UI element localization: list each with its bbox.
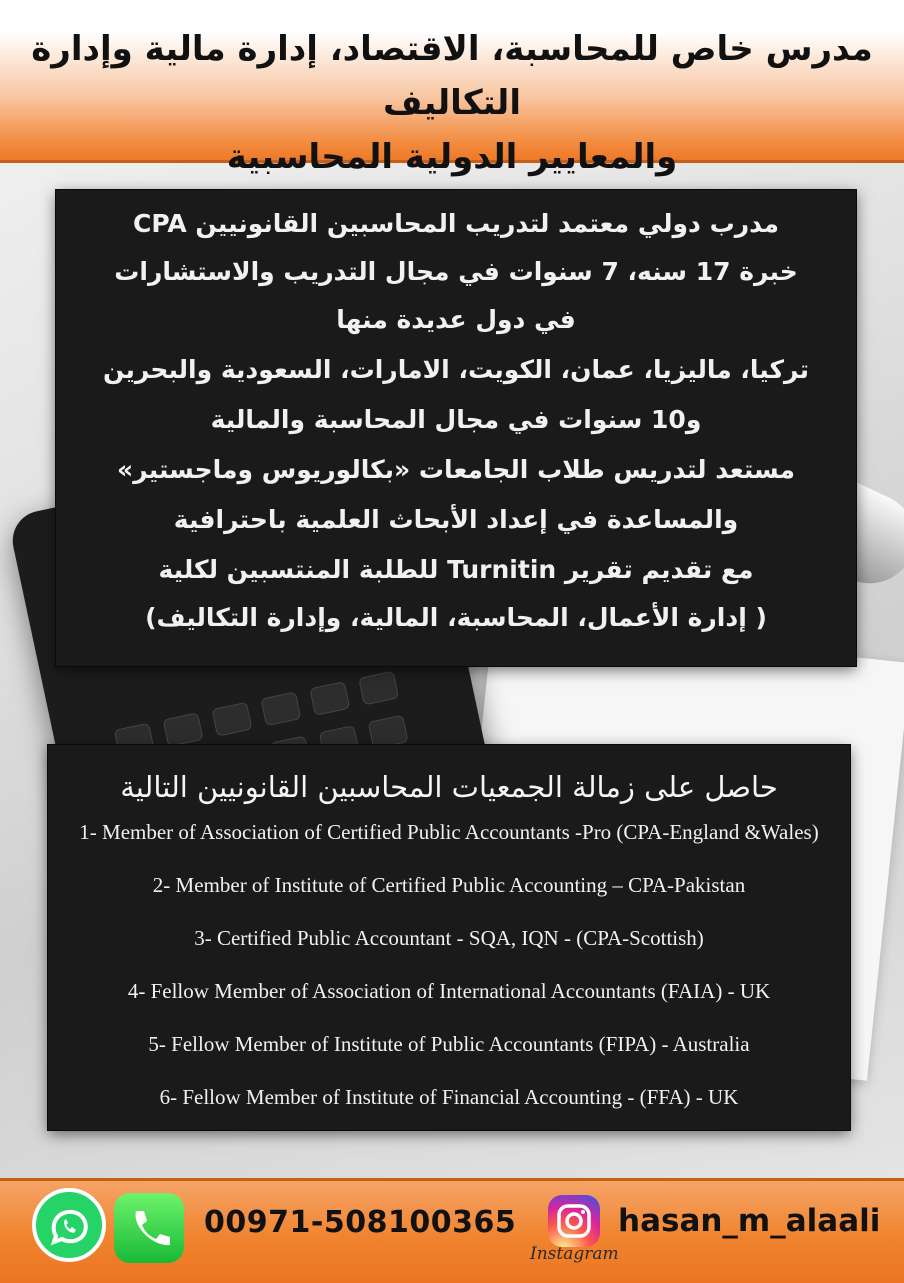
- intro-card: [56, 190, 856, 666]
- fellowship-item: 4- Fellow Member of Association of International Accountants (FAIA) - UK: [127, 979, 771, 1003]
- intro-line: خبرة 17 سنه، 7 سنوات في مجال التدريب والاستشارات: [114, 257, 798, 286]
- fellowship-item: 1- Member of Association of Certified Public Accountants -Pro (CPA-England &Wales): [79, 820, 819, 844]
- intro-line: مدرب دولي معتمد لتدريب المحاسبين القانونيين CPA: [132, 209, 780, 238]
- intro-line: ( إدارة الأعمال، المحاسبة، المالية، وإدارة التكاليف): [145, 603, 767, 632]
- header-banner: [0, 0, 904, 177]
- instagram-icon[interactable]: [548, 1195, 600, 1247]
- fellowship-title: حاصل على زمالة الجمعيات المحاسبين القانونيين التالية: [120, 770, 778, 804]
- title-line-1: مدرس خاص للمحاسبة، الاقتصاد، إدارة مالية وإدارة التكاليف: [31, 29, 873, 123]
- instagram-label: Instagram: [530, 1244, 619, 1264]
- intro-line: في دول عديدة منها: [336, 305, 576, 334]
- page-title: [20, 22, 884, 184]
- intro-line: تركيا، ماليزيا، عمان، الكويت، الامارات، السعودية والبحرين: [103, 355, 809, 384]
- intro-line: مستعد لتدريس طلاب الجامعات «بكالوريوس وماجستير»: [117, 455, 795, 484]
- fellowship-item: 2- Member of Institute of Certified Public Accounting – CPA-Pakistan: [152, 873, 746, 897]
- intro-line: مع تقديم تقرير Turnitin للطلبة المنتسبين لكلية: [158, 555, 754, 584]
- phone-number[interactable]: 00971-508100365: [204, 1205, 517, 1240]
- whatsapp-icon[interactable]: [32, 1188, 106, 1262]
- instagram-handle[interactable]: hasan_m_alaali: [618, 1203, 881, 1239]
- phone-icon[interactable]: [114, 1193, 184, 1263]
- fellowship-item: 5- Fellow Member of Institute of Public Accountants (FIPA) - Australia: [148, 1032, 750, 1056]
- fellowship-item: 6- Fellow Member of Institute of Financial Accounting - (FFA) - UK: [159, 1085, 739, 1109]
- title-line-2: والمعايير الدولية المحاسبية: [226, 137, 678, 177]
- intro-line: و10 سنوات في مجال المحاسبة والمالية: [210, 405, 702, 434]
- fellowship-item: 3- Certified Public Accountant - SQA, IQN - (CPA-Scottish): [194, 926, 704, 950]
- intro-line: والمساعدة في إعداد الأبحاث العلمية باحترافية: [173, 505, 739, 534]
- fellowship-card: [48, 745, 850, 1130]
